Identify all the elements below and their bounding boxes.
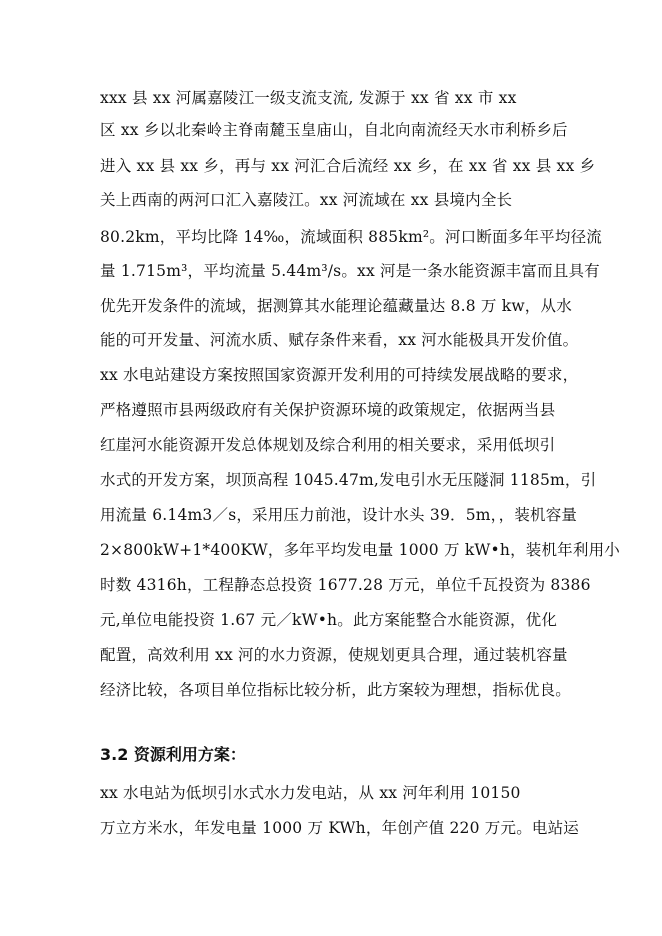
section-heading: 3.2 资源利用方案： bbox=[100, 745, 246, 764]
text-line: 能的可开发量、河流水质、赋存条件来看，xx 河水能极具开发价值。 bbox=[100, 331, 579, 349]
text-line: 优先开发条件的流域，据测算其水能理论蕴藏量达 8.8 万 kw，从水 bbox=[100, 297, 572, 315]
text-line: 配置，高效利用 xx 河的水力资源，使规划更具合理，通过装机容量 bbox=[100, 646, 568, 664]
text-line: 区 xx 乡以北秦岭主脊南麓玉皇庙山，自北向南流经天水市利桥乡后 bbox=[100, 121, 568, 139]
text-line: 水式的开发方案，坝顶高程 1045.47m,发电引水无压隧洞 1185m，引 bbox=[100, 471, 597, 489]
text-line: xx 水电站建设方案按照国家资源开发利用的可持续发展战略的要求， bbox=[100, 366, 579, 384]
text-line: 万立方米水，年发电量 1000 万 KWh，年创产值 220 万元。电站运 bbox=[100, 819, 580, 837]
text-line: 用流量 6.14m3／s，采用压力前池，设计水头 39．5m，，装机容量 bbox=[100, 506, 578, 524]
text-line: 关上西南的两河口汇入嘉陵江。xx 河流域在 xx 县境内全长 bbox=[100, 191, 513, 209]
text-line: 严格遵照市县两级政府有关保护资源环境的政策规定，依据两当县 bbox=[100, 401, 556, 419]
text-line: xxx 县 xx 河属嘉陵江一级支流支流, 发源于 xx 省 xx 市 xx bbox=[100, 89, 517, 107]
text-line: 红崖河水能资源开发总体规划及综合利用的相关要求，采用低坝引 bbox=[100, 436, 556, 454]
text-line: 80.2km，平均比降 14‰，流域面积 885km²。河口断面多年平均径流 bbox=[100, 228, 602, 246]
text-line: 时数 4316h，工程静态总投资 1677.28 万元，单位千瓦投资为 8386 bbox=[100, 576, 591, 594]
text-line: 量 1.715m³，平均流量 5.44m³/s。xx 河是一条水能资源丰富而且具有 bbox=[100, 262, 600, 280]
text-line: 元,单位电能投资 1.67 元／kW•h。此方案能整合水能资源，优化 bbox=[100, 611, 558, 629]
text-line: xx 水电站为低坝引水式水力发电站，从 xx 河年利用 10150 bbox=[100, 784, 521, 802]
text-line: 进入 xx 县 xx 乡，再与 xx 河汇合后流经 xx 乡，在 xx 省 xx 县 xx 乡 bbox=[100, 157, 596, 175]
text-line: 经济比较，各项目单位指标比较分析，此方案较为理想，指标优良。 bbox=[100, 681, 572, 699]
text-line: 2×800kW+1*400KW，多年平均发电量 1000 万 kW•h，装机年利用小 bbox=[100, 541, 620, 559]
